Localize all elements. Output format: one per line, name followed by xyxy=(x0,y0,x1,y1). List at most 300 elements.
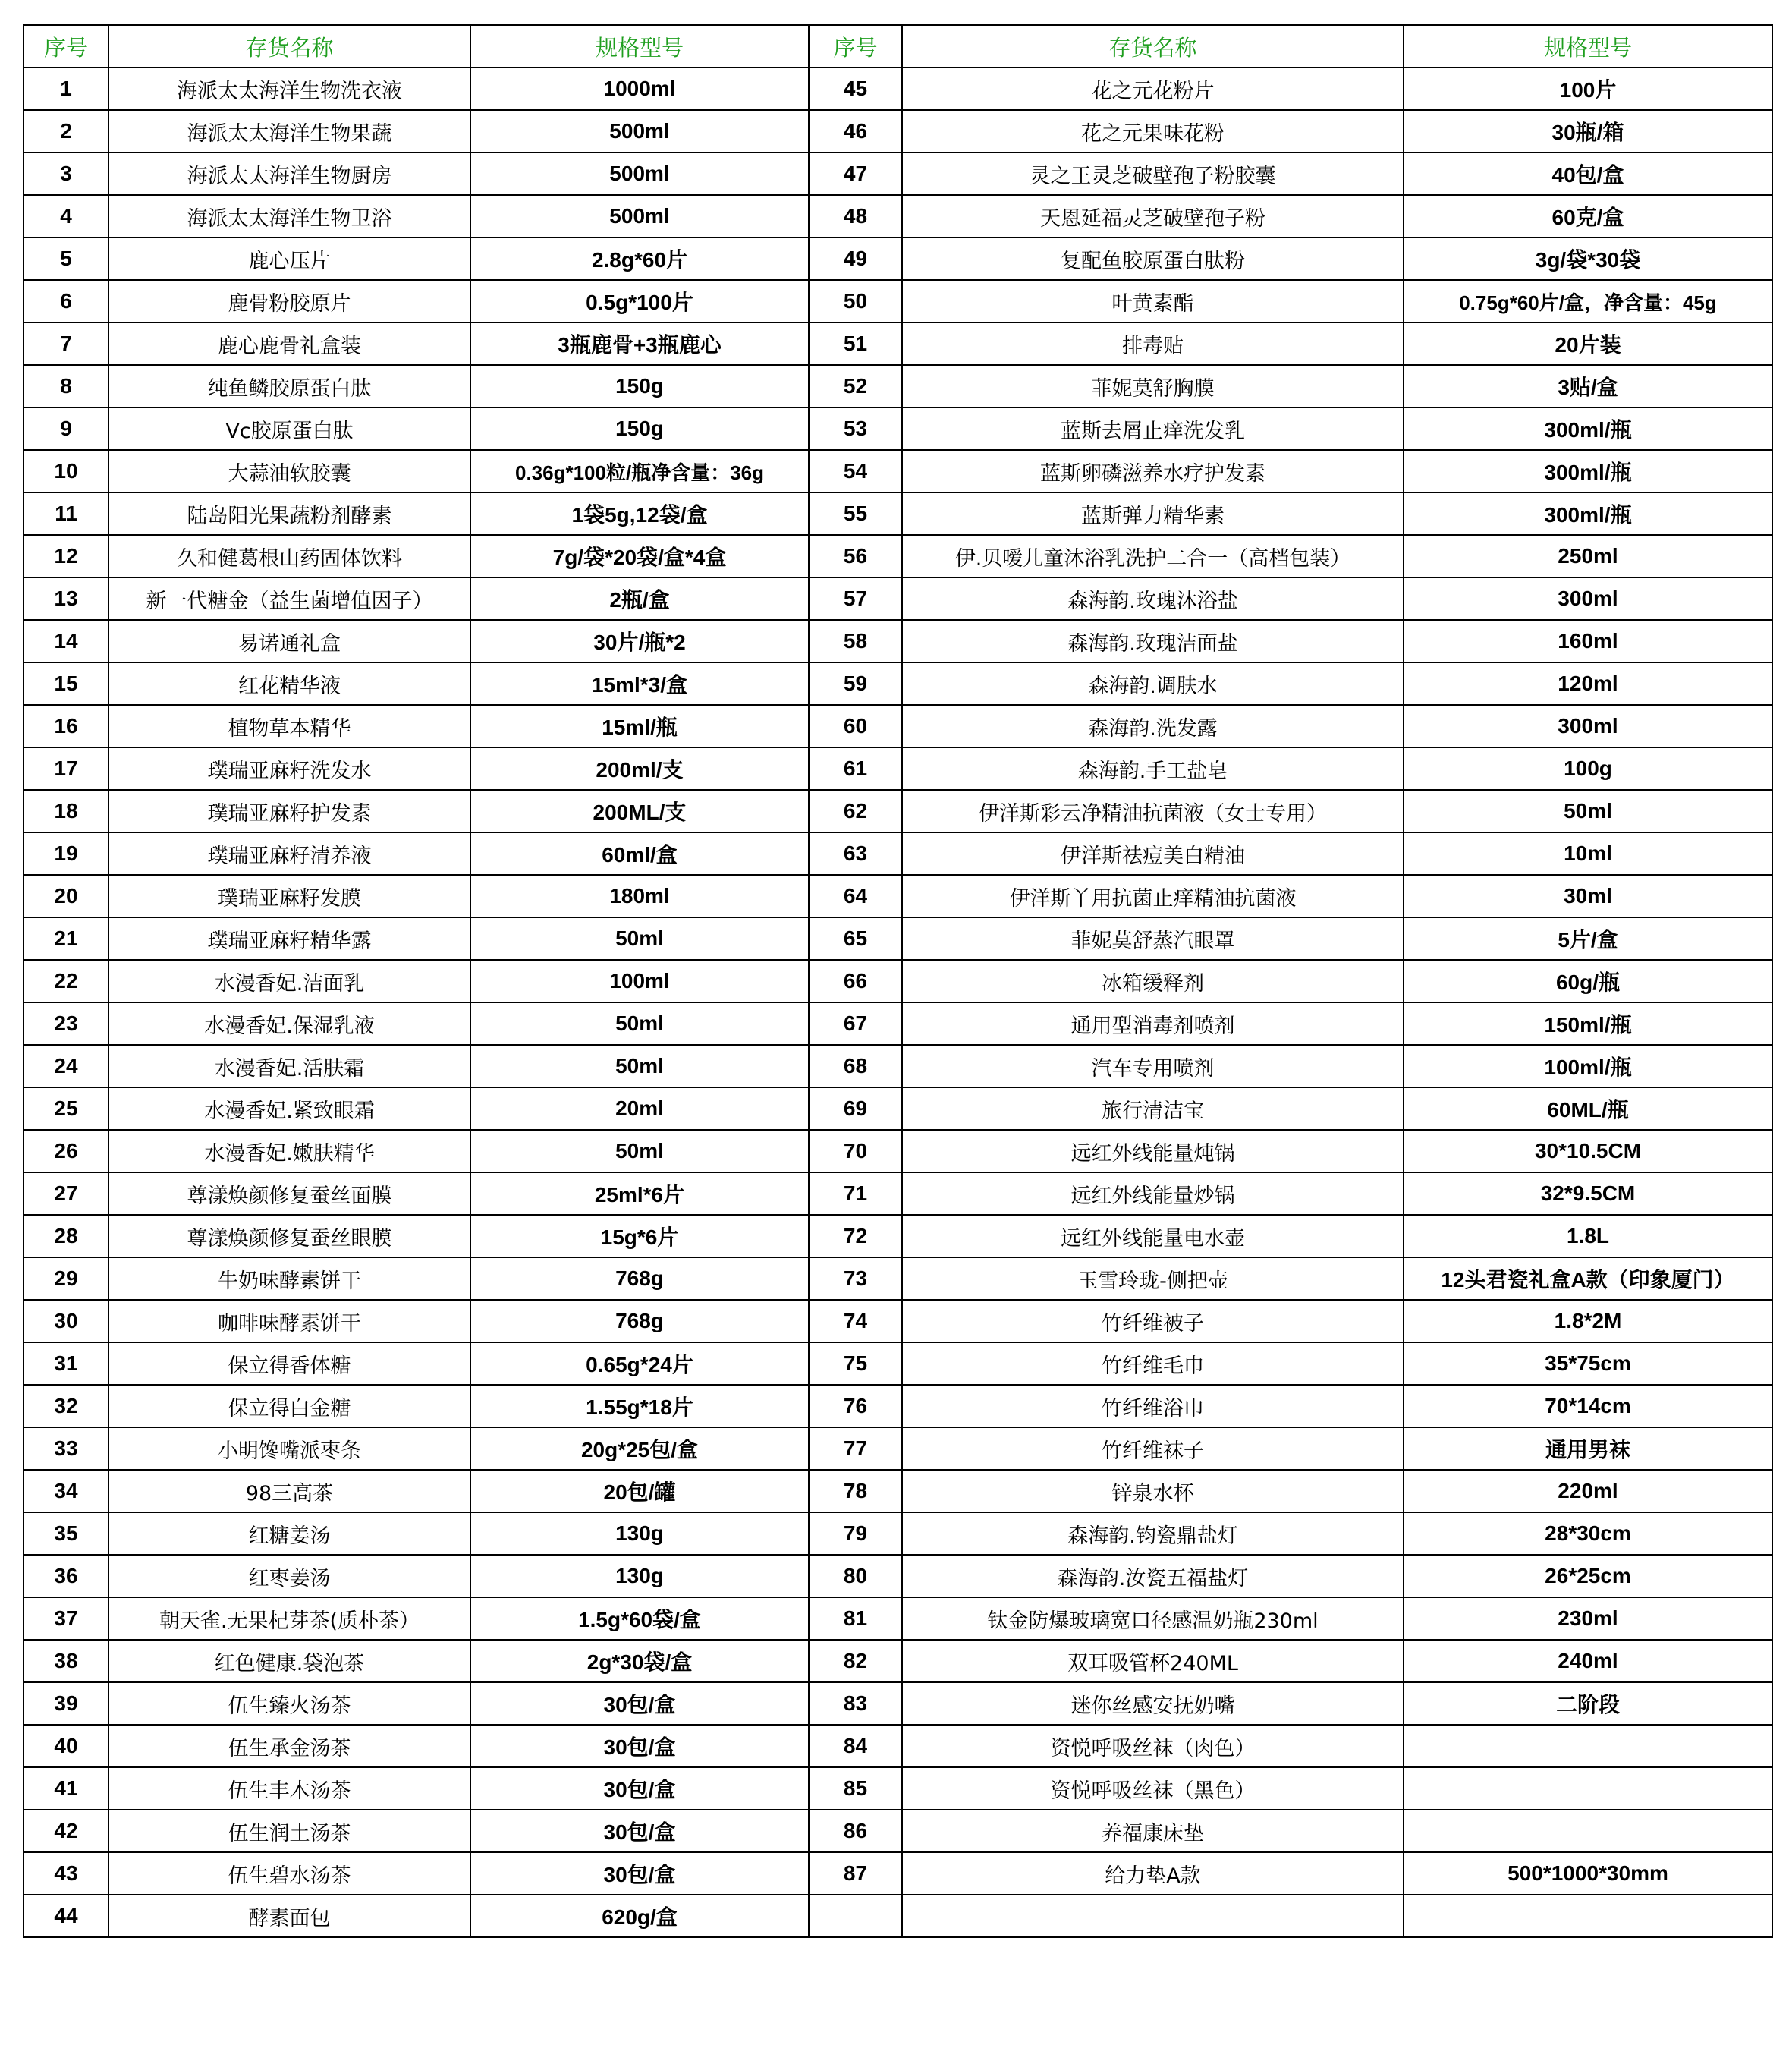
item-spec-cell: 30ml xyxy=(1404,875,1772,917)
item-spec-cell: 2.8g*60片 xyxy=(470,238,809,280)
seq-cell: 19 xyxy=(24,832,108,875)
item-name-cell: 伊.贝嗳儿童沐浴乳洗护二合一（高档包装） xyxy=(902,535,1404,577)
item-spec-cell: 35*75cm xyxy=(1404,1342,1772,1385)
seq-cell: 77 xyxy=(809,1427,902,1470)
seq-cell: 26 xyxy=(24,1130,108,1172)
seq-cell: 11 xyxy=(24,492,108,535)
item-name-cell: 海派太太海洋生物果蔬 xyxy=(108,110,470,153)
item-name-cell: 伍生润土汤茶 xyxy=(108,1810,470,1852)
item-spec-cell: 30包/盒 xyxy=(470,1852,809,1895)
item-name-cell: 水漫香妃.紧致眼霜 xyxy=(108,1087,470,1130)
seq-cell: 28 xyxy=(24,1215,108,1257)
item-spec-cell: 30瓶/箱 xyxy=(1404,110,1772,153)
seq-cell: 6 xyxy=(24,280,108,322)
item-name-cell: 花之元花粉片 xyxy=(902,68,1404,110)
item-name-cell: 久和健葛根山药固体饮料 xyxy=(108,535,470,577)
item-spec-cell: 7g/袋*20袋/盒*4盒 xyxy=(470,535,809,577)
item-spec-cell: 3贴/盒 xyxy=(1404,365,1772,407)
table-row xyxy=(24,917,1772,960)
item-name-cell: 森海韵.玫瑰洁面盐 xyxy=(902,620,1404,662)
item-spec-cell: 30片/瓶*2 xyxy=(470,620,809,662)
table-row xyxy=(24,1895,1772,1937)
seq-cell: 12 xyxy=(24,535,108,577)
seq-cell: 57 xyxy=(809,577,902,620)
seq-cell: 83 xyxy=(809,1682,902,1725)
seq-cell: 74 xyxy=(809,1300,902,1342)
seq-cell: 46 xyxy=(809,110,902,153)
item-name-cell: 蓝斯卵磷滋养水疗护发素 xyxy=(902,450,1404,492)
seq-cell: 81 xyxy=(809,1597,902,1640)
seq-cell: 56 xyxy=(809,535,902,577)
seq-cell: 32 xyxy=(24,1385,108,1427)
seq-cell: 18 xyxy=(24,790,108,832)
table-row xyxy=(24,407,1772,450)
seq-cell: 9 xyxy=(24,407,108,450)
item-spec-cell: 300ml xyxy=(1404,705,1772,747)
item-name-cell: 伊洋斯丫用抗菌止痒精油抗菌液 xyxy=(902,875,1404,917)
item-spec-cell: 150g xyxy=(470,365,809,407)
seq-cell: 2 xyxy=(24,110,108,153)
item-spec-cell xyxy=(1404,1767,1772,1810)
item-spec-cell: 30包/盒 xyxy=(470,1810,809,1852)
item-spec-cell: 40包/盒 xyxy=(1404,153,1772,195)
item-spec-cell: 100片 xyxy=(1404,68,1772,110)
seq-cell: 55 xyxy=(809,492,902,535)
item-spec-cell: 0.65g*24片 xyxy=(470,1342,809,1385)
seq-cell: 75 xyxy=(809,1342,902,1385)
table-row xyxy=(24,1767,1772,1810)
seq-cell: 78 xyxy=(809,1470,902,1512)
seq-cell: 85 xyxy=(809,1767,902,1810)
item-name-cell: 水漫香妃.活肤霜 xyxy=(108,1045,470,1087)
seq-cell: 73 xyxy=(809,1257,902,1300)
seq-cell: 80 xyxy=(809,1555,902,1597)
item-name-cell: 水漫香妃.嫩肤精华 xyxy=(108,1130,470,1172)
item-name-cell: 海派太太海洋生物洗衣液 xyxy=(108,68,470,110)
item-name-cell: 竹纤维浴巾 xyxy=(902,1385,1404,1427)
item-name-cell: 红枣姜汤 xyxy=(108,1555,470,1597)
item-spec-cell: 25ml*6片 xyxy=(470,1172,809,1215)
seq-cell: 68 xyxy=(809,1045,902,1087)
inventory-table xyxy=(23,24,1773,1938)
item-name-cell: 牛奶味酵素饼干 xyxy=(108,1257,470,1300)
item-spec-cell: 60ml/盒 xyxy=(470,832,809,875)
table-row xyxy=(24,535,1772,577)
item-spec-cell: 二阶段 xyxy=(1404,1682,1772,1725)
table-row xyxy=(24,153,1772,195)
seq-cell: 22 xyxy=(24,960,108,1002)
item-spec-cell: 768g xyxy=(470,1300,809,1342)
item-spec-cell: 30包/盒 xyxy=(470,1767,809,1810)
header-seq-right: 序号 xyxy=(809,25,902,68)
seq-cell: 54 xyxy=(809,450,902,492)
table-row xyxy=(24,195,1772,238)
table-row xyxy=(24,450,1772,492)
table-row xyxy=(24,832,1772,875)
item-name-cell: 红花精华液 xyxy=(108,662,470,705)
item-spec-cell: 50ml xyxy=(470,917,809,960)
item-spec-cell: 60ML/瓶 xyxy=(1404,1087,1772,1130)
item-name-cell: 保立得香体糖 xyxy=(108,1342,470,1385)
item-name-cell: 纯鱼鳞胶原蛋白肽 xyxy=(108,365,470,407)
item-spec-cell: 15g*6片 xyxy=(470,1215,809,1257)
item-name-cell: 给力垫A款 xyxy=(902,1852,1404,1895)
table-row xyxy=(24,1682,1772,1725)
seq-cell: 86 xyxy=(809,1810,902,1852)
seq-cell: 50 xyxy=(809,280,902,322)
item-spec-cell: 26*25cm xyxy=(1404,1555,1772,1597)
item-name-cell: 复配鱼胶原蛋白肽粉 xyxy=(902,238,1404,280)
header-row xyxy=(24,25,1772,68)
seq-cell: 7 xyxy=(24,322,108,365)
item-spec-cell: 50ml xyxy=(470,1002,809,1045)
item-name-cell: 钛金防爆玻璃宽口径感温奶瓶230ml xyxy=(902,1597,1404,1640)
seq-cell: 51 xyxy=(809,322,902,365)
seq-cell: 30 xyxy=(24,1300,108,1342)
table-row xyxy=(24,875,1772,917)
seq-cell: 76 xyxy=(809,1385,902,1427)
item-spec-cell: 500*1000*30mm xyxy=(1404,1852,1772,1895)
item-spec-cell: 500ml xyxy=(470,153,809,195)
item-name-cell: 双耳吸管杯240ML xyxy=(902,1640,1404,1682)
header-spec-left: 规格型号 xyxy=(470,25,809,68)
item-spec-cell: 130g xyxy=(470,1512,809,1555)
seq-cell: 48 xyxy=(809,195,902,238)
item-spec-cell: 200ml/支 xyxy=(470,747,809,790)
item-spec-cell: 70*14cm xyxy=(1404,1385,1772,1427)
seq-cell: 16 xyxy=(24,705,108,747)
item-name-cell: 植物草本精华 xyxy=(108,705,470,747)
seq-cell: 38 xyxy=(24,1640,108,1682)
item-spec-cell: 100ml xyxy=(470,960,809,1002)
item-name-cell: 伍生碧水汤茶 xyxy=(108,1852,470,1895)
table-row xyxy=(24,322,1772,365)
item-name-cell: 迷你丝感安抚奶嘴 xyxy=(902,1682,1404,1725)
item-name-cell: 天恩延福灵芝破壁孢子粉 xyxy=(902,195,1404,238)
seq-cell: 58 xyxy=(809,620,902,662)
seq-cell: 34 xyxy=(24,1470,108,1512)
seq-cell: 62 xyxy=(809,790,902,832)
seq-cell: 13 xyxy=(24,577,108,620)
item-name-cell: 鹿心压片 xyxy=(108,238,470,280)
table-row xyxy=(24,790,1772,832)
seq-cell: 21 xyxy=(24,917,108,960)
item-name-cell: 资悦呼吸丝袜（黑色） xyxy=(902,1767,1404,1810)
item-name-cell: 冰箱缓释剂 xyxy=(902,960,1404,1002)
item-spec-cell: 160ml xyxy=(1404,620,1772,662)
table-row xyxy=(24,705,1772,747)
item-spec-cell: 1.8*2M xyxy=(1404,1300,1772,1342)
seq-cell: 35 xyxy=(24,1512,108,1555)
item-spec-cell: 2瓶/盒 xyxy=(470,577,809,620)
item-spec-cell: 220ml xyxy=(1404,1470,1772,1512)
item-name-cell: 竹纤维毛巾 xyxy=(902,1342,1404,1385)
table-row xyxy=(24,280,1772,322)
item-spec-cell: 620g/盒 xyxy=(470,1895,809,1937)
item-spec-cell: 10ml xyxy=(1404,832,1772,875)
seq-cell xyxy=(809,1895,902,1937)
item-spec-cell: 30包/盒 xyxy=(470,1725,809,1767)
item-name-cell: 蓝斯弹力精华素 xyxy=(902,492,1404,535)
seq-cell: 71 xyxy=(809,1172,902,1215)
seq-cell: 64 xyxy=(809,875,902,917)
seq-cell: 5 xyxy=(24,238,108,280)
seq-cell: 33 xyxy=(24,1427,108,1470)
header-spec-right: 规格型号 xyxy=(1404,25,1772,68)
table-row xyxy=(24,1852,1772,1895)
item-spec-cell: 300ml xyxy=(1404,577,1772,620)
seq-cell: 66 xyxy=(809,960,902,1002)
table-row xyxy=(24,1257,1772,1300)
item-name-cell: 远红外线能量炖锅 xyxy=(902,1130,1404,1172)
item-spec-cell: 100g xyxy=(1404,747,1772,790)
item-name-cell: Vc胶原蛋白肽 xyxy=(108,407,470,450)
item-spec-cell xyxy=(1404,1895,1772,1937)
item-name-cell: 咖啡味酵素饼干 xyxy=(108,1300,470,1342)
item-spec-cell: 50ml xyxy=(1404,790,1772,832)
table-row xyxy=(24,1725,1772,1767)
seq-cell: 79 xyxy=(809,1512,902,1555)
table-row xyxy=(24,68,1772,110)
item-spec-cell: 60克/盒 xyxy=(1404,195,1772,238)
item-spec-cell: 1.55g*18片 xyxy=(470,1385,809,1427)
item-name-cell: 璞瑞亚麻籽清养液 xyxy=(108,832,470,875)
item-spec-cell: 32*9.5CM xyxy=(1404,1172,1772,1215)
item-name-cell: 鹿心鹿骨礼盒装 xyxy=(108,322,470,365)
item-spec-cell: 230ml xyxy=(1404,1597,1772,1640)
table-row xyxy=(24,1555,1772,1597)
item-name-cell: 资悦呼吸丝袜（肉色） xyxy=(902,1725,1404,1767)
item-spec-cell: 250ml xyxy=(1404,535,1772,577)
item-spec-cell: 1袋5g,12袋/盒 xyxy=(470,492,809,535)
item-spec-cell: 5片/盒 xyxy=(1404,917,1772,960)
seq-cell: 52 xyxy=(809,365,902,407)
item-spec-cell: 100ml/瓶 xyxy=(1404,1045,1772,1087)
item-name-cell: 酵素面包 xyxy=(108,1895,470,1937)
seq-cell: 17 xyxy=(24,747,108,790)
table-row xyxy=(24,1427,1772,1470)
item-spec-cell: 768g xyxy=(470,1257,809,1300)
table-row xyxy=(24,110,1772,153)
item-spec-cell: 120ml xyxy=(1404,662,1772,705)
item-name-cell: 伍生臻火汤茶 xyxy=(108,1682,470,1725)
item-spec-cell: 180ml xyxy=(470,875,809,917)
item-spec-cell: 12头君瓷礼盒A款（印象厦门） xyxy=(1404,1257,1772,1300)
table-row xyxy=(24,1512,1772,1555)
item-spec-cell: 50ml xyxy=(470,1045,809,1087)
item-name-cell: 竹纤维被子 xyxy=(902,1300,1404,1342)
item-spec-cell: 50ml xyxy=(470,1130,809,1172)
item-spec-cell: 300ml/瓶 xyxy=(1404,450,1772,492)
seq-cell: 29 xyxy=(24,1257,108,1300)
seq-cell: 67 xyxy=(809,1002,902,1045)
item-name-cell: 伊洋斯彩云净精油抗菌液（女士专用） xyxy=(902,790,1404,832)
item-spec-cell: 20g*25包/盒 xyxy=(470,1427,809,1470)
seq-cell: 39 xyxy=(24,1682,108,1725)
item-spec-cell: 500ml xyxy=(470,110,809,153)
seq-cell: 10 xyxy=(24,450,108,492)
item-name-cell: 汽车专用喷剂 xyxy=(902,1045,1404,1087)
item-name-cell: 海派太太海洋生物厨房 xyxy=(108,153,470,195)
table-row xyxy=(24,1215,1772,1257)
item-spec-cell: 30*10.5CM xyxy=(1404,1130,1772,1172)
item-spec-cell: 150ml/瓶 xyxy=(1404,1002,1772,1045)
item-spec-cell: 500ml xyxy=(470,195,809,238)
item-name-cell: 旅行清洁宝 xyxy=(902,1087,1404,1130)
inventory-sheet xyxy=(23,24,1773,1938)
table-row xyxy=(24,1810,1772,1852)
item-name-cell: 森海韵.调肤水 xyxy=(902,662,1404,705)
item-name-cell: 叶黄素酯 xyxy=(902,280,1404,322)
item-spec-cell xyxy=(1404,1725,1772,1767)
table-row xyxy=(24,238,1772,280)
item-name-cell: 玉雪玲珑-侧把壶 xyxy=(902,1257,1404,1300)
seq-cell: 8 xyxy=(24,365,108,407)
seq-cell: 42 xyxy=(24,1810,108,1852)
seq-cell: 84 xyxy=(809,1725,902,1767)
seq-cell: 25 xyxy=(24,1087,108,1130)
item-name-cell xyxy=(902,1895,1404,1937)
seq-cell: 37 xyxy=(24,1597,108,1640)
seq-cell: 1 xyxy=(24,68,108,110)
item-spec-cell: 200ML/支 xyxy=(470,790,809,832)
item-name-cell: 通用型消毒剂喷剂 xyxy=(902,1002,1404,1045)
item-spec-cell: 0.36g*100粒/瓶净含量：36g xyxy=(470,450,809,492)
item-spec-cell: 0.5g*100片 xyxy=(470,280,809,322)
item-name-cell: 尊漾焕颜修复蚕丝面膜 xyxy=(108,1172,470,1215)
item-spec-cell: 3g/袋*30袋 xyxy=(1404,238,1772,280)
seq-cell: 72 xyxy=(809,1215,902,1257)
item-spec-cell: 1000ml xyxy=(470,68,809,110)
seq-cell: 44 xyxy=(24,1895,108,1937)
item-spec-cell: 150g xyxy=(470,407,809,450)
item-spec-cell: 30包/盒 xyxy=(470,1682,809,1725)
table-row xyxy=(24,492,1772,535)
header-seq-left: 序号 xyxy=(24,25,108,68)
seq-cell: 45 xyxy=(809,68,902,110)
seq-cell: 63 xyxy=(809,832,902,875)
item-spec-cell: 240ml xyxy=(1404,1640,1772,1682)
item-spec-cell: 1.5g*60袋/盒 xyxy=(470,1597,809,1640)
item-spec-cell: 130g xyxy=(470,1555,809,1597)
seq-cell: 59 xyxy=(809,662,902,705)
item-spec-cell: 300ml/瓶 xyxy=(1404,492,1772,535)
table-row xyxy=(24,1002,1772,1045)
seq-cell: 49 xyxy=(809,238,902,280)
seq-cell: 4 xyxy=(24,195,108,238)
seq-cell: 41 xyxy=(24,1767,108,1810)
item-name-cell: 璞瑞亚麻籽精华露 xyxy=(108,917,470,960)
seq-cell: 43 xyxy=(24,1852,108,1895)
table-row xyxy=(24,662,1772,705)
seq-cell: 23 xyxy=(24,1002,108,1045)
item-spec-cell: 通用男袜 xyxy=(1404,1427,1772,1470)
table-row xyxy=(24,1045,1772,1087)
item-name-cell: 伊洋斯祛痘美白精油 xyxy=(902,832,1404,875)
table-row xyxy=(24,747,1772,790)
table-row xyxy=(24,1640,1772,1682)
seq-cell: 14 xyxy=(24,620,108,662)
item-name-cell: 红色健康.袋泡茶 xyxy=(108,1640,470,1682)
item-spec-cell: 1.8L xyxy=(1404,1215,1772,1257)
item-name-cell: 竹纤维袜子 xyxy=(902,1427,1404,1470)
item-spec-cell: 20ml xyxy=(470,1087,809,1130)
seq-cell: 31 xyxy=(24,1342,108,1385)
table-row xyxy=(24,1087,1772,1130)
item-spec-cell xyxy=(1404,1810,1772,1852)
seq-cell: 87 xyxy=(809,1852,902,1895)
item-name-cell: 远红外线能量炒锅 xyxy=(902,1172,1404,1215)
table-row xyxy=(24,1300,1772,1342)
item-name-cell: 陆岛阳光果蔬粉剂酵素 xyxy=(108,492,470,535)
item-name-cell: 红糖姜汤 xyxy=(108,1512,470,1555)
item-spec-cell: 20包/罐 xyxy=(470,1470,809,1512)
seq-cell: 20 xyxy=(24,875,108,917)
seq-cell: 60 xyxy=(809,705,902,747)
item-name-cell: 伍生承金汤茶 xyxy=(108,1725,470,1767)
seq-cell: 53 xyxy=(809,407,902,450)
seq-cell: 47 xyxy=(809,153,902,195)
item-name-cell: 易诺通礼盒 xyxy=(108,620,470,662)
header-name-left: 存货名称 xyxy=(108,25,470,68)
table-row xyxy=(24,365,1772,407)
table-body xyxy=(24,68,1772,1937)
item-name-cell: 98三高茶 xyxy=(108,1470,470,1512)
item-spec-cell: 300ml/瓶 xyxy=(1404,407,1772,450)
table-row xyxy=(24,1385,1772,1427)
item-name-cell: 森海韵.钧瓷鼎盐灯 xyxy=(902,1512,1404,1555)
seq-cell: 36 xyxy=(24,1555,108,1597)
item-spec-cell: 20片装 xyxy=(1404,322,1772,365)
item-name-cell: 大蒜油软胶囊 xyxy=(108,450,470,492)
item-name-cell: 璞瑞亚麻籽洗发水 xyxy=(108,747,470,790)
item-name-cell: 水漫香妃.洁面乳 xyxy=(108,960,470,1002)
seq-cell: 82 xyxy=(809,1640,902,1682)
table-row xyxy=(24,620,1772,662)
item-name-cell: 朝天雀.无果杞芽茶(质朴茶） xyxy=(108,1597,470,1640)
seq-cell: 3 xyxy=(24,153,108,195)
item-name-cell: 花之元果味花粉 xyxy=(902,110,1404,153)
item-name-cell: 璞瑞亚麻籽发膜 xyxy=(108,875,470,917)
item-name-cell: 灵之王灵芝破壁孢子粉胶囊 xyxy=(902,153,1404,195)
seq-cell: 70 xyxy=(809,1130,902,1172)
item-spec-cell: 2g*30袋/盒 xyxy=(470,1640,809,1682)
item-name-cell: 海派太太海洋生物卫浴 xyxy=(108,195,470,238)
seq-cell: 69 xyxy=(809,1087,902,1130)
item-spec-cell: 15ml/瓶 xyxy=(470,705,809,747)
item-spec-cell: 15ml*3/盒 xyxy=(470,662,809,705)
item-name-cell: 伍生丰木汤茶 xyxy=(108,1767,470,1810)
item-name-cell: 保立得白金糖 xyxy=(108,1385,470,1427)
item-spec-cell: 3瓶鹿骨+3瓶鹿心 xyxy=(470,322,809,365)
seq-cell: 65 xyxy=(809,917,902,960)
item-name-cell: 蓝斯去屑止痒洗发乳 xyxy=(902,407,1404,450)
table-row xyxy=(24,1342,1772,1385)
table-row xyxy=(24,1470,1772,1512)
item-name-cell: 菲妮莫舒蒸汽眼罩 xyxy=(902,917,1404,960)
item-spec-cell: 28*30cm xyxy=(1404,1512,1772,1555)
table-row xyxy=(24,1172,1772,1215)
table-row xyxy=(24,1597,1772,1640)
item-name-cell: 远红外线能量电水壶 xyxy=(902,1215,1404,1257)
item-name-cell: 鹿骨粉胶原片 xyxy=(108,280,470,322)
item-name-cell: 新一代糖金（益生菌增值因子） xyxy=(108,577,470,620)
seq-cell: 27 xyxy=(24,1172,108,1215)
item-name-cell: 排毒贴 xyxy=(902,322,1404,365)
item-name-cell: 森海韵.手工盐皂 xyxy=(902,747,1404,790)
seq-cell: 15 xyxy=(24,662,108,705)
item-name-cell: 璞瑞亚麻籽护发素 xyxy=(108,790,470,832)
